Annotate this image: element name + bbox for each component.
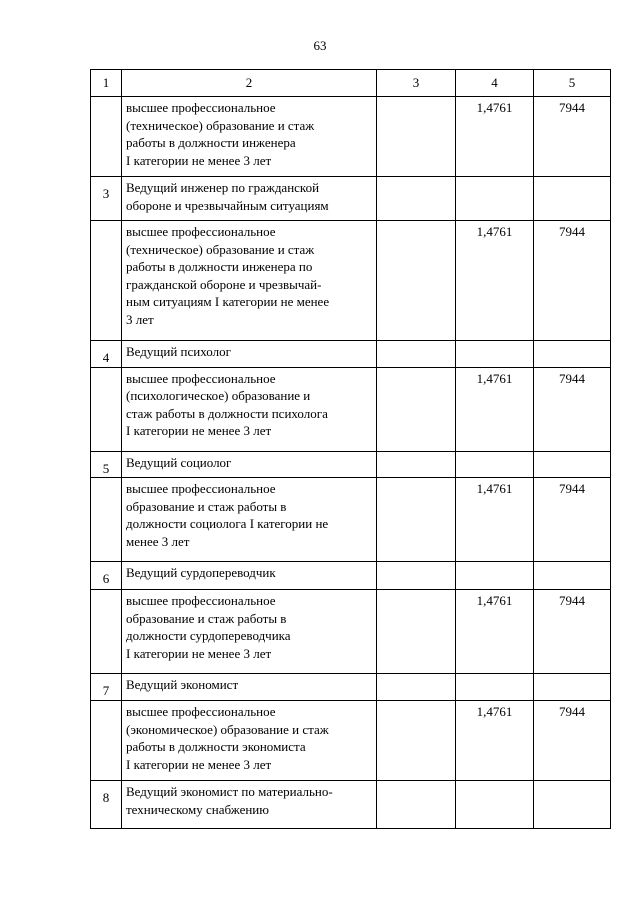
table-header-row xyxy=(91,70,611,97)
column-header-3: 3 xyxy=(377,70,456,97)
salary-value xyxy=(534,177,610,179)
row-number xyxy=(91,701,121,709)
row-number xyxy=(91,221,121,229)
coefficient-value xyxy=(456,562,533,564)
row-number: 5 xyxy=(102,460,110,476)
column-3-value xyxy=(377,452,455,454)
coefficient-value: 1,4761 xyxy=(476,593,513,608)
position-title: Ведущий социолог xyxy=(126,454,232,470)
salary-value xyxy=(534,341,610,343)
column-3-value xyxy=(377,221,455,223)
salary-value xyxy=(534,781,610,783)
table-row xyxy=(91,451,611,478)
row-number xyxy=(91,97,121,105)
column-3-value xyxy=(377,97,455,99)
salary-value: 7944 xyxy=(559,704,585,719)
row-number: 3 xyxy=(102,186,110,201)
salary-value xyxy=(534,674,610,676)
table-row xyxy=(91,221,611,341)
column-3-value xyxy=(377,562,455,564)
coefficient-value xyxy=(456,177,533,179)
coefficient-value xyxy=(456,452,533,454)
position-description: высшее профессиональное образование и стаж работы в должности социолога I категории не менее 3 лет xyxy=(126,481,329,549)
column-header-1: 1 xyxy=(91,70,122,97)
position-description: высшее профессиональное (техническое) образование и стаж работы в должности инженера по гражданской обороне и чрезвычай- ным ситуациям I категории не менее 3 лет xyxy=(126,224,330,327)
position-description: высшее профессиональное (экономическое) образование и стаж работы в должности экономиста I категории не менее 3 лет xyxy=(126,704,329,772)
row-number xyxy=(91,590,121,598)
page-number: 63 xyxy=(313,38,327,53)
position-description: высшее профессиональное образование и стаж работы в должности сурдопереводчика I категории не менее 3 лет xyxy=(126,593,291,661)
salary-value xyxy=(534,562,610,564)
salary-value: 7944 xyxy=(559,224,585,239)
column-header-2: 2 xyxy=(122,70,377,97)
column-3-value xyxy=(377,701,455,703)
row-number xyxy=(91,478,121,486)
position-description: высшее профессиональное (техническое) образование и стаж работы в должности инженера I категории не менее 3 лет xyxy=(126,100,315,168)
row-number xyxy=(91,368,121,376)
column-3-value xyxy=(377,177,455,179)
table-row xyxy=(91,367,611,451)
row-number: 6 xyxy=(102,571,110,586)
table-row xyxy=(91,478,611,562)
column-3-value xyxy=(377,341,455,343)
coefficient-value xyxy=(456,781,533,783)
salary-value: 7944 xyxy=(559,100,585,115)
column-3-value xyxy=(377,478,455,480)
column-3-value xyxy=(377,674,455,676)
table-row xyxy=(91,177,611,221)
salary-value xyxy=(534,452,610,454)
table-row xyxy=(91,341,611,368)
staff-table xyxy=(90,69,611,829)
row-number: 4 xyxy=(102,350,110,365)
table-row xyxy=(91,781,611,829)
column-header-4: 4 xyxy=(456,70,534,97)
coefficient-value: 1,4761 xyxy=(476,100,513,115)
coefficient-value: 1,4761 xyxy=(476,370,513,386)
column-3-value xyxy=(377,590,455,592)
column-3-value xyxy=(377,368,455,370)
row-number: 7 xyxy=(102,683,110,698)
position-title: Ведущий сурдопереводчик xyxy=(126,565,276,580)
table-row xyxy=(91,97,611,177)
position-title: Ведущий экономист xyxy=(126,677,239,692)
column-3-value xyxy=(377,781,455,783)
coefficient-value xyxy=(456,341,533,343)
position-title: Ведущий психолог xyxy=(126,344,231,359)
salary-value: 7944 xyxy=(559,370,585,386)
salary-value: 7944 xyxy=(559,593,585,608)
table-row xyxy=(91,674,611,701)
position-title: Ведущий экономист по материально- техническому снабжению xyxy=(126,784,333,817)
coefficient-value: 1,4761 xyxy=(476,224,513,239)
salary-value: 7944 xyxy=(559,481,585,496)
position-title: Ведущий инженер по гражданской обороне и чрезвычайным ситуациям xyxy=(126,180,329,213)
coefficient-value xyxy=(456,674,533,676)
table-row xyxy=(91,590,611,674)
column-header-5: 5 xyxy=(534,70,611,97)
row-number: 8 xyxy=(102,790,110,805)
position-description: высшее профессиональное (психологическое) образование и стаж работы в должности психолога I категории не менее 3 лет xyxy=(126,370,328,438)
coefficient-value: 1,4761 xyxy=(476,704,513,719)
table-row xyxy=(91,562,611,590)
table-row xyxy=(91,701,611,781)
coefficient-value: 1,4761 xyxy=(476,481,513,496)
